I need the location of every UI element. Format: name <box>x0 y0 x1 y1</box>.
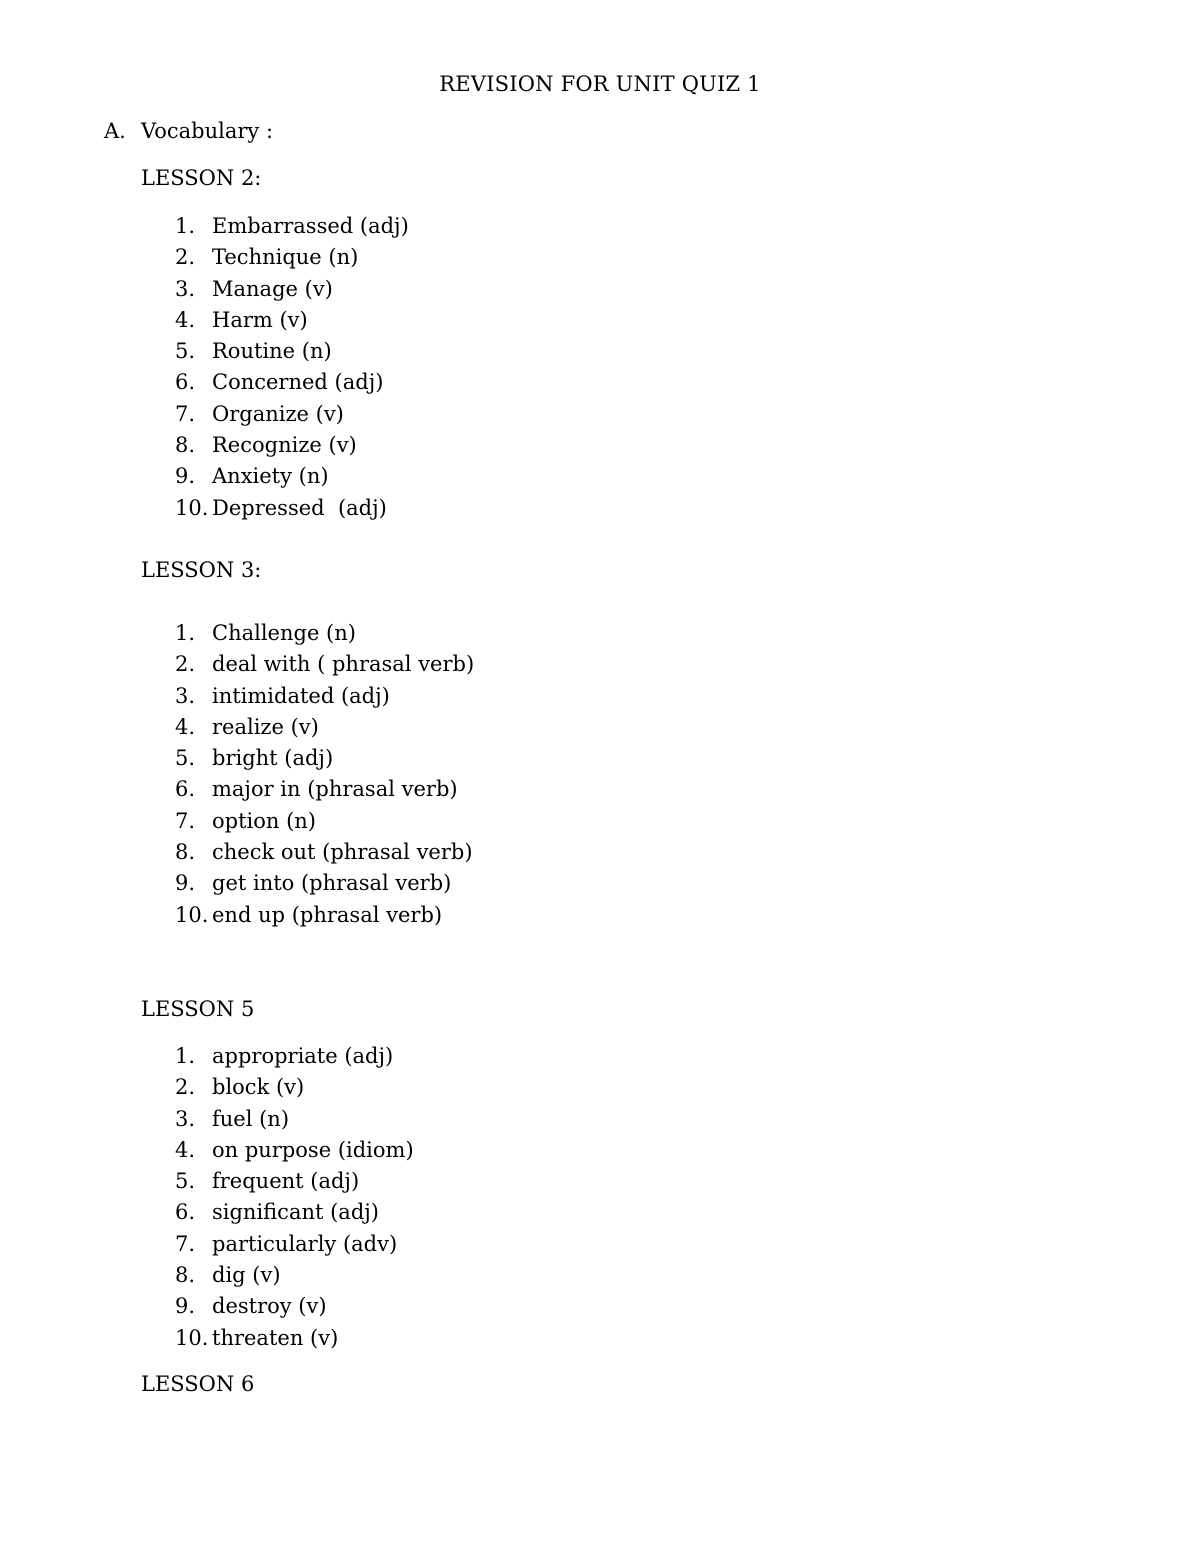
item-number: 2. <box>175 245 196 270</box>
item-text: Recognize (v) <box>212 433 357 458</box>
list-item <box>175 462 409 493</box>
list-item <box>175 838 474 869</box>
item-text: option (n) <box>212 808 316 833</box>
list-item <box>175 431 409 462</box>
list-item <box>175 1167 414 1198</box>
lesson-5-title: LESSON 5 <box>141 997 255 1021</box>
list-item <box>175 306 409 337</box>
item-number: 7. <box>175 808 196 833</box>
item-text: realize (v) <box>212 714 319 739</box>
item-number: 4. <box>175 307 196 332</box>
item-number: 9. <box>175 1294 196 1319</box>
item-number: 9. <box>175 464 196 489</box>
item-text: on purpose (idiom) <box>212 1137 414 1162</box>
list-item <box>175 713 474 744</box>
lesson-2-title: LESSON 2: <box>141 166 262 190</box>
item-text: Depressed (adj) <box>212 495 387 520</box>
list-item <box>175 1230 414 1261</box>
list-item <box>175 1324 414 1355</box>
list-item <box>175 650 474 681</box>
section-heading-vocabulary <box>104 119 273 143</box>
item-text: intimidated (adj) <box>212 683 390 708</box>
list-item <box>175 775 474 806</box>
item-text: block (v) <box>212 1075 305 1100</box>
item-number: 10. <box>175 1325 209 1350</box>
list-item <box>175 1261 414 1292</box>
item-number: 8. <box>175 433 196 458</box>
item-number: 8. <box>175 840 196 865</box>
item-text: destroy (v) <box>212 1294 327 1319</box>
item-number: 10. <box>175 902 209 927</box>
item-text: significant (adj) <box>212 1200 379 1225</box>
item-number: 3. <box>175 683 196 708</box>
list-item <box>175 869 474 900</box>
list-item <box>175 1042 414 1073</box>
list-item <box>175 275 409 306</box>
item-number: 7. <box>175 401 196 426</box>
lesson-2-list <box>175 212 409 525</box>
item-text: Harm (v) <box>212 307 308 332</box>
item-text: get into (phrasal verb) <box>212 871 452 896</box>
item-text: bright (adj) <box>212 746 334 771</box>
list-item <box>175 901 474 932</box>
item-text: Routine (n) <box>212 339 332 364</box>
lesson-5-list <box>175 1042 414 1355</box>
item-number: 10. <box>175 495 209 520</box>
lesson-3-title: LESSON 3: <box>141 558 262 582</box>
item-number: 5. <box>175 746 196 771</box>
list-item <box>175 1073 414 1104</box>
item-number: 3. <box>175 1106 196 1131</box>
item-text: Concerned (adj) <box>212 370 384 395</box>
item-number: 6. <box>175 370 196 395</box>
item-number: 7. <box>175 1231 196 1256</box>
list-item <box>175 1136 414 1167</box>
item-text: fuel (n) <box>212 1106 290 1131</box>
item-number: 2. <box>175 652 196 677</box>
lesson-6-title: LESSON 6 <box>141 1372 255 1396</box>
document-title: REVISION FOR UNIT QUIZ 1 <box>439 72 761 96</box>
list-item <box>175 243 409 274</box>
item-text: end up (phrasal verb) <box>212 902 443 927</box>
item-text: deal with ( phrasal verb) <box>212 652 475 677</box>
list-item <box>175 619 474 650</box>
item-text: threaten (v) <box>212 1325 339 1350</box>
list-item <box>175 494 409 525</box>
item-number: 1. <box>175 621 196 645</box>
list-item <box>175 368 409 399</box>
item-number: 6. <box>175 777 196 802</box>
item-number: 8. <box>175 1263 196 1288</box>
section-marker: A. <box>104 119 126 143</box>
item-number: 1. <box>175 214 196 238</box>
item-text: Technique (n) <box>212 245 359 270</box>
list-item <box>175 1198 414 1229</box>
list-item <box>175 807 474 838</box>
item-number: 6. <box>175 1200 196 1225</box>
item-text: frequent (adj) <box>212 1169 360 1194</box>
item-text: particularly (adv) <box>212 1231 398 1256</box>
list-item <box>175 744 474 775</box>
item-number: 9. <box>175 871 196 896</box>
item-text: Challenge (n) <box>212 621 356 645</box>
item-number: 4. <box>175 1137 196 1162</box>
item-number: 5. <box>175 339 196 364</box>
section-label: Vocabulary : <box>141 119 274 143</box>
item-text: check out (phrasal verb) <box>212 840 473 865</box>
list-item <box>175 682 474 713</box>
item-text: Organize (v) <box>212 401 344 426</box>
list-item <box>175 337 409 368</box>
item-number: 1. <box>175 1044 196 1068</box>
item-text: dig (v) <box>212 1263 281 1288</box>
lesson-3-list <box>175 619 474 932</box>
item-text: appropriate (adj) <box>212 1044 394 1068</box>
item-number: 2. <box>175 1075 196 1100</box>
item-number: 4. <box>175 714 196 739</box>
list-item <box>175 212 409 243</box>
item-text: Manage (v) <box>212 276 333 301</box>
item-number: 5. <box>175 1169 196 1194</box>
list-item <box>175 400 409 431</box>
item-text: Embarrassed (adj) <box>212 214 409 238</box>
list-item <box>175 1105 414 1136</box>
list-item <box>175 1292 414 1323</box>
item-number: 3. <box>175 276 196 301</box>
item-text: Anxiety (n) <box>212 464 329 489</box>
item-text: major in (phrasal verb) <box>212 777 458 802</box>
